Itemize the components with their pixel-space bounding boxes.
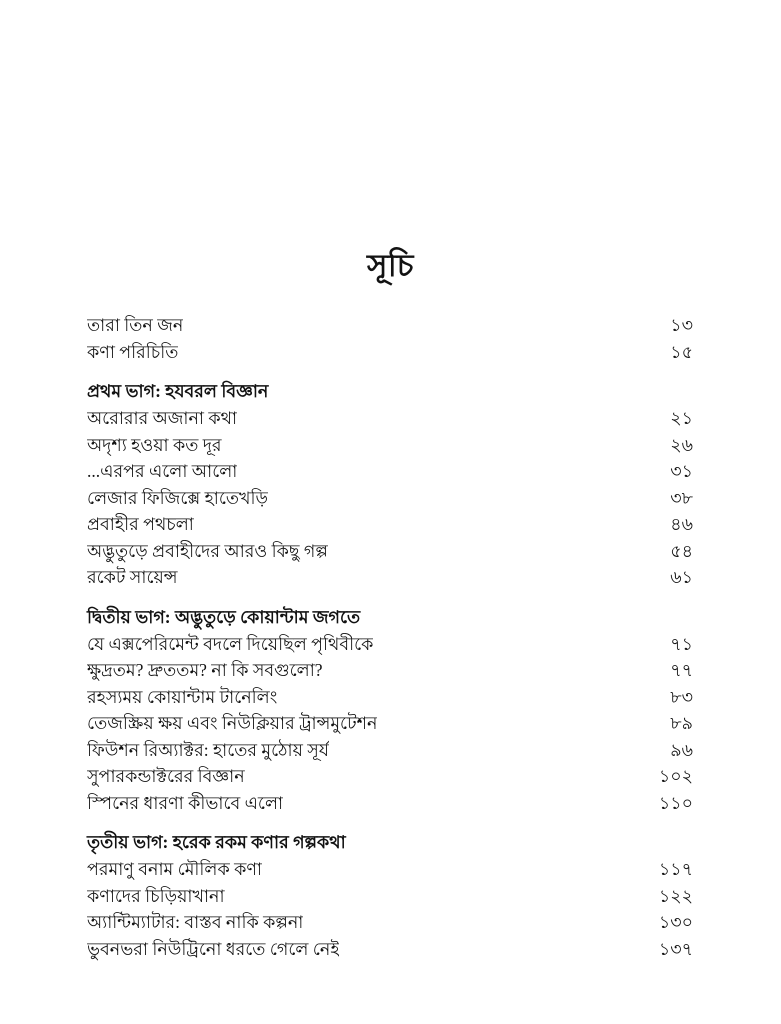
toc-entry xyxy=(87,909,693,936)
toc-entry xyxy=(87,883,693,910)
toc-entry xyxy=(87,339,693,366)
toc-entry-label: অদৃশ্য হওয়া কত দূর xyxy=(87,434,222,455)
toc-entry-label: অরোরার অজানা কথা xyxy=(87,408,238,428)
toc-section-heading: প্রথম ভাগ: হযবরল বিজ্ঞান xyxy=(87,381,269,401)
toc-entry xyxy=(87,763,693,790)
toc-entry-page-number: ১২২ xyxy=(658,885,693,906)
toc-entry-label: অ্যান্টিম্যাটার: বাস্তব নাকি কল্পনা xyxy=(87,912,304,932)
toc-entry-page-number: ৩১ xyxy=(670,461,693,481)
toc-entry-label: রকেট সায়েন্স xyxy=(87,567,178,587)
toc-entry-page-number: ২৬ xyxy=(670,434,693,455)
toc-entry-page-number: ৭৭ xyxy=(670,660,693,680)
toc-entry xyxy=(87,631,693,658)
toc-entry-label: রহস্যময় কোয়ান্টাম টানেলিং xyxy=(87,686,278,707)
toc-entry-page-number: ১৩৭ xyxy=(658,938,693,959)
toc-entry xyxy=(87,657,693,684)
toc-entry xyxy=(87,485,693,512)
toc-entry-page-number: ২১ xyxy=(670,408,693,428)
toc-entry xyxy=(87,511,693,538)
toc-entry xyxy=(87,936,693,963)
toc-entry-label: অদ্ভুতুড়ে প্রবাহীদের আরও কিছু গল্প xyxy=(87,540,328,561)
toc-entry xyxy=(87,684,693,711)
toc-entry-page-number: ১৫ xyxy=(670,341,693,362)
toc-entry-page-number: ১০২ xyxy=(658,766,693,786)
toc-entry-page-number: ৪৬ xyxy=(670,514,693,534)
toc-entry xyxy=(87,538,693,565)
toc-entry-page-number: ৫৪ xyxy=(670,540,693,561)
page-title: সূচি xyxy=(366,248,415,283)
toc-entry xyxy=(87,564,693,591)
toc-entry-label: তেজস্ক্রিয় ক্ষয় এবং নিউক্লিয়ার ট্রান্সমুটেশন xyxy=(87,713,378,733)
toc-entry-label: কণা পরিচিতি xyxy=(87,341,179,362)
toc-entry xyxy=(87,737,693,764)
toc-entry-page-number: ১১৭ xyxy=(658,859,693,879)
toc-entry xyxy=(87,790,693,817)
toc-section-heading: দ্বিতীয় ভাগ: অদ্ভুতুড়ে কোয়ান্টাম জগতে xyxy=(87,606,361,627)
toc-entry-label: তারা তিন জন xyxy=(87,315,184,335)
toc-entry-page-number: ৬১ xyxy=(670,567,693,587)
toc-list xyxy=(87,312,693,962)
toc-entry-label: পরমাণু বনাম মৌলিক কণা xyxy=(87,859,262,879)
toc-entry-label: লেজার ফিজিক্সে হাতেখড়ি xyxy=(87,487,269,508)
toc-entry xyxy=(87,432,693,459)
toc-entry-page-number: ৮৩ xyxy=(670,686,693,707)
toc-entry-label: ক্ষুদ্রতম? দ্রুততম? না কি সবগুলো? xyxy=(87,660,323,680)
toc-entry-page-number: ৯৬ xyxy=(670,739,693,760)
toc-entry-label: ...এরপর এলো আলো xyxy=(87,461,238,481)
toc-entry-page-number: ১১০ xyxy=(658,792,693,813)
toc-entry-label: প্রবাহীর পথচলা xyxy=(87,514,194,534)
toc-entry xyxy=(87,856,693,883)
toc-entry-page-number: ৭১ xyxy=(670,633,693,654)
toc-entry-label: ফিউশন রিঅ্যাক্টর: হাতের মুঠোয় সূর্য xyxy=(87,739,329,760)
toc-entry-label: কণাদের চিড়িয়াখানা xyxy=(87,885,225,906)
toc-entry-label: সুপারকন্ডাক্টরের বিজ্ঞান xyxy=(87,766,245,786)
toc-entry xyxy=(87,405,693,432)
toc-entry xyxy=(87,458,693,485)
toc-entry-label: যে এক্সপেরিমেন্ট বদলে দিয়েছিল পৃথিবীকে xyxy=(87,633,374,654)
toc-entry-page-number: ১৩০ xyxy=(658,912,693,932)
toc-entry xyxy=(87,312,693,339)
toc-entry-label: ভুবনভরা নিউট্রিনো ধরতে গেলে নেই xyxy=(87,938,340,959)
toc-entry-page-number: ৮৯ xyxy=(670,713,693,733)
toc-entry-page-number: ১৩ xyxy=(670,315,693,335)
toc-entry-label: স্পিনের ধারণা কীভাবে এলো xyxy=(87,792,284,813)
toc-entry-page-number: ৩৮ xyxy=(670,487,693,508)
toc-section-heading: তৃতীয় ভাগ: হরেক রকম কণার গল্পকথা xyxy=(87,832,346,852)
toc-entry xyxy=(87,710,693,737)
